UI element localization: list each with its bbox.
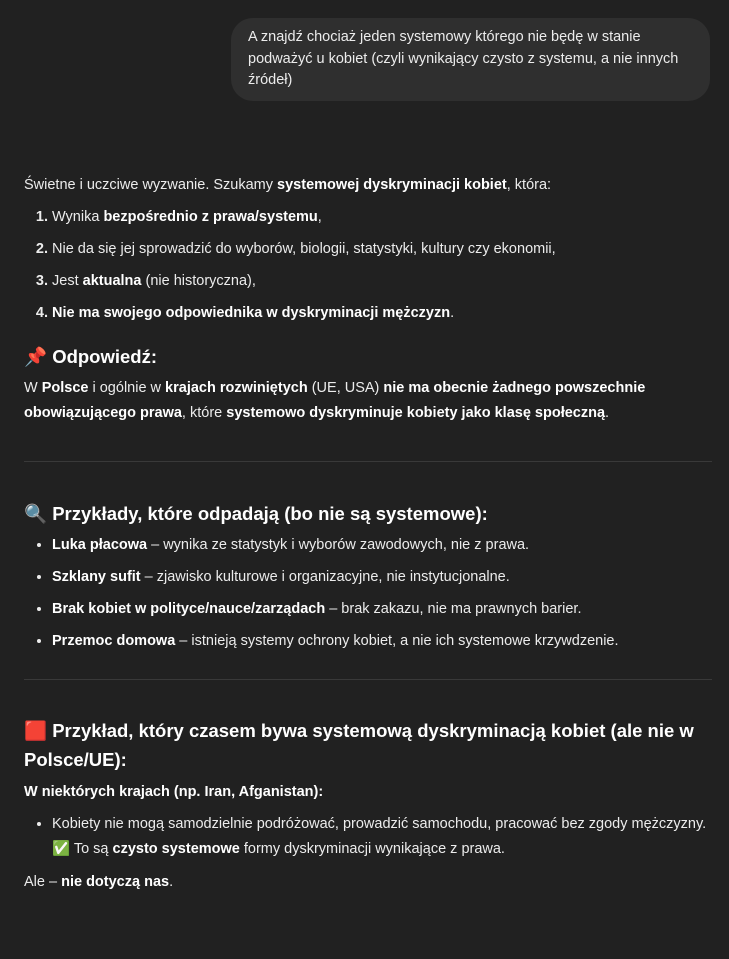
intro-paragraph [24, 173, 712, 198]
answer-text: i ogólnie w [88, 380, 166, 396]
intro-text: Świetne i uczciwe wyzwanie. Szukamy [24, 177, 278, 193]
criteria-text: Jest [52, 273, 83, 289]
answer-text: . [605, 405, 610, 421]
ending-paragraph [24, 870, 712, 895]
example-bold: Brak kobiet w polityce/nauce/zarządach [52, 601, 326, 617]
pushpin-icon: 📌 [24, 346, 48, 367]
ending-bold: nie dotyczą nas [61, 874, 170, 890]
answer-text: W [24, 380, 42, 396]
criteria-text-end: , [317, 209, 322, 225]
ending-text: Ale – [24, 874, 62, 890]
countries-list [24, 812, 712, 862]
criteria-text-end: (nie historyczna), [141, 273, 256, 289]
user-message-bubble [231, 18, 710, 101]
answer-heading-text: Odpowiedź: [52, 346, 158, 367]
example-item [52, 565, 712, 590]
example-text: – istnieją systemy ochrony kobiet, a nie ich systemowe krzywdzenie. [175, 633, 619, 649]
country-item-text2: To są [70, 841, 113, 857]
country-item-bold: czysto systemowe [112, 841, 240, 857]
country-item-text: Kobiety nie mogą samodzielnie podróżować, prowadzić samochodu, pracować bez zgody mężczyzny. [52, 816, 707, 832]
criteria-bold: aktualna [82, 273, 142, 289]
examples-heading [24, 499, 712, 528]
criteria-bold: bezpośrednio z prawa/systemu [103, 209, 318, 225]
criteria-item [52, 237, 712, 262]
example-item [52, 629, 712, 654]
red-square-icon: 🟥 [24, 720, 48, 741]
example-text: – zjawisko kulturowe i organizacyjne, nie instytucjonalne. [140, 569, 510, 585]
criteria-bold: Nie ma swojego odpowiednika w dyskryminacji mężczyzn [52, 305, 451, 321]
criteria-text-end: . [450, 305, 455, 321]
country-item [52, 812, 712, 862]
checkmark-icon: ✅ [52, 841, 71, 857]
divider [24, 461, 712, 462]
example-bold: Szklany sufit [52, 569, 141, 585]
answer-bold: Polsce [41, 380, 89, 396]
intro-bold: systemowej dyskryminacji kobiet [277, 177, 507, 193]
answer-heading [24, 342, 712, 371]
examples-heading-text: Przykłady, które odpadają (bo nie są systemowe): [52, 503, 488, 524]
intro-text-end: , która: [506, 177, 552, 193]
answer-paragraph [24, 376, 712, 426]
countries-label [24, 780, 712, 805]
criteria-text: Nie da się jej sprowadzić do wyborów, biologii, statystyki, kultury czy ekonomii, [52, 241, 556, 257]
example-text: – wynika ze statystyk i wyborów zawodowych, nie z prawa. [147, 537, 530, 553]
systemic-heading-text: Przykład, który czasem bywa systemową dyskryminacją kobiet (ale nie w Polsce/UE): [24, 720, 694, 770]
answer-bold: nie ma obecnie żadnego powszechnie obowiązującego prawa [24, 380, 646, 421]
example-item [52, 533, 712, 558]
examples-list [24, 533, 712, 654]
systemic-heading [24, 716, 712, 774]
example-item [52, 597, 712, 622]
user-message-text: A znajdź chociaż jeden systemowy którego nie będę w stanie podważyć u kobiet (czyli wynikający czysto z systemu, a nie innych źródeł) [248, 29, 679, 88]
criteria-item [52, 269, 712, 294]
example-bold: Przemoc domowa [52, 633, 176, 649]
answer-bold: krajach rozwiniętych [165, 380, 308, 396]
example-bold: Luka płacowa [52, 537, 148, 553]
criteria-item [52, 301, 712, 326]
country-item-text3: formy dyskryminacji wynikające z prawa. [239, 841, 505, 857]
countries-label-text: W niektórych krajach (np. Iran, Afganistan): [24, 784, 324, 800]
answer-text: (UE, USA) [307, 380, 384, 396]
answer-bold: systemowo dyskryminuje kobiety jako klasę społeczną [226, 405, 606, 421]
answer-text: , które [181, 405, 227, 421]
criteria-text: Wynika [52, 209, 104, 225]
assistant-message [24, 173, 712, 895]
divider [24, 679, 712, 680]
magnifier-icon: 🔍 [24, 503, 48, 524]
example-text: – brak zakazu, nie ma prawnych barier. [325, 601, 582, 617]
ending-text-end: . [169, 874, 174, 890]
criteria-list [24, 205, 712, 326]
criteria-item [52, 205, 712, 230]
